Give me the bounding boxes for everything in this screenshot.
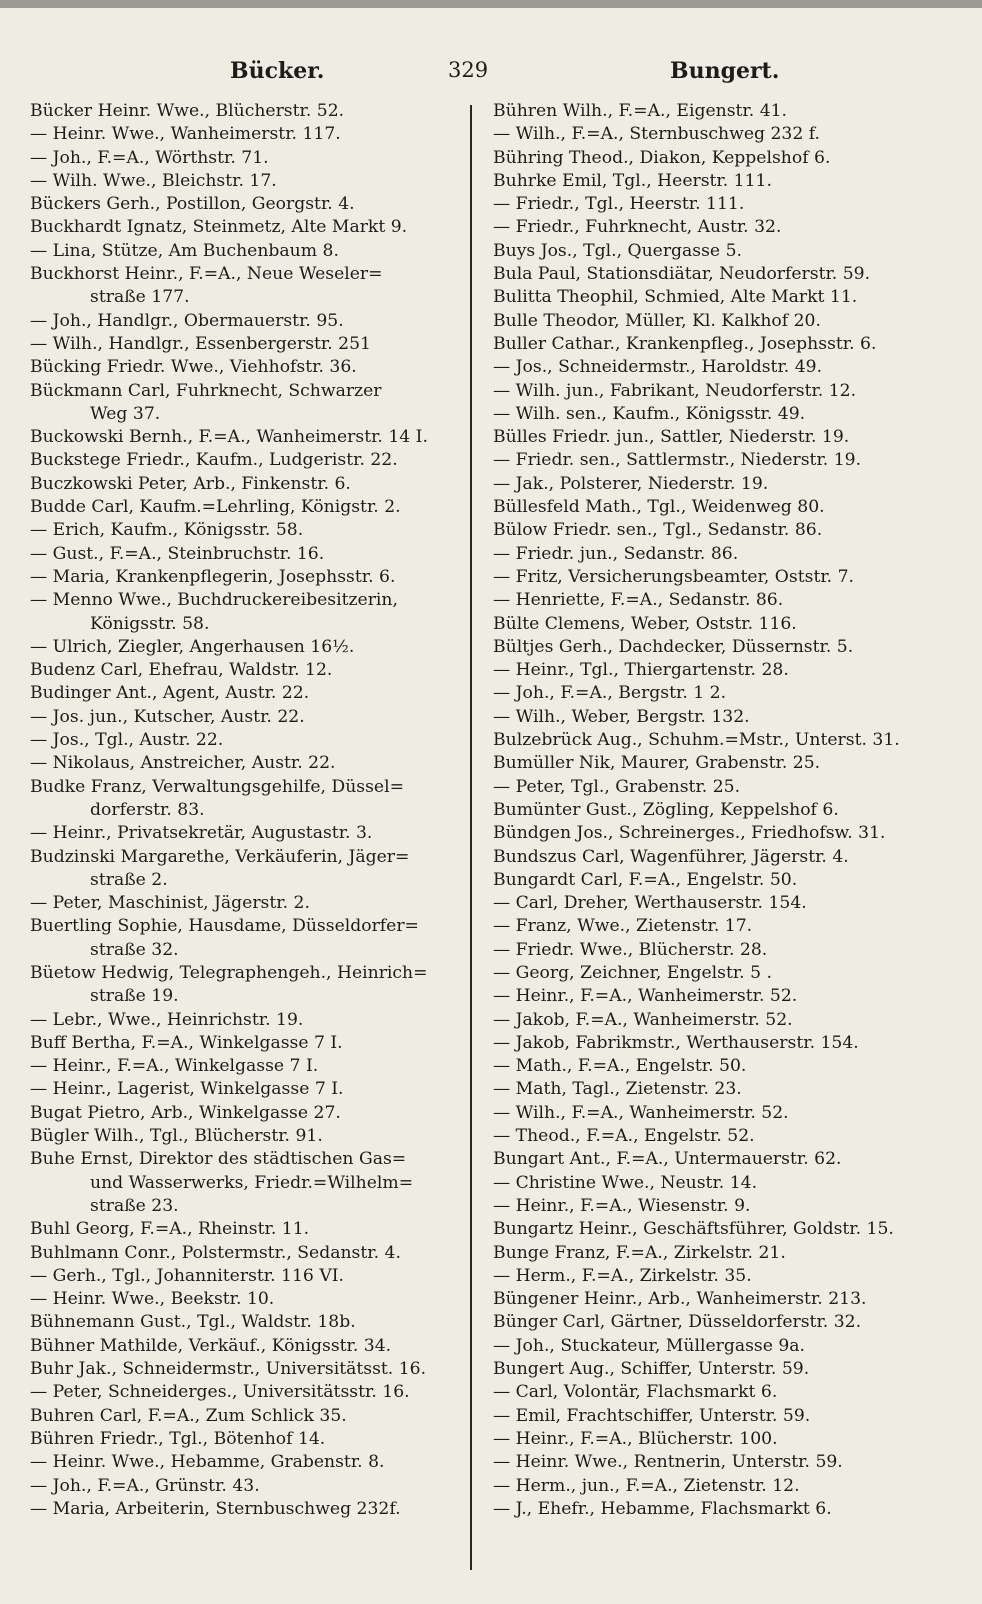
directory-entry: — Heinr. Wwe., Wanheimerstr. 117. — [30, 124, 341, 145]
directory-entry: Königsstr. 58. — [90, 613, 210, 634]
directory-entry: — Friedr., Fuhrknecht, Austr. 32. — [493, 217, 782, 238]
directory-entry: Buhlmann Conr., Polstermstr., Sedanstr. 4. — [30, 1242, 401, 1263]
directory-entry: Budinger Ant., Agent, Austr. 22. — [30, 683, 310, 704]
directory-entry: straße 32. — [90, 939, 179, 960]
directory-entry: Bückmann Carl, Fuhrknecht, Schwarzer — [30, 380, 382, 401]
directory-entry: — Heinr. Wwe., Beekstr. 10. — [30, 1289, 275, 1310]
directory-entry: Buhrke Emil, Tgl., Heerstr. 111. — [493, 170, 772, 191]
directory-entry: — Peter, Schneiderges., Universitätsstr. 16. — [30, 1382, 410, 1403]
directory-entry: Buckhorst Heinr., F.=A., Neue Weseler= — [30, 264, 383, 285]
directory-entry: — Wilh., Handlgr., Essenbergerstr. 251 — [30, 333, 371, 354]
directory-entry: — Heinr., Tgl., Thiergartenstr. 28. — [493, 660, 789, 681]
directory-entry: — Herm., F.=A., Zirkelstr. 35. — [493, 1265, 752, 1286]
left-column — [30, 100, 470, 1521]
directory-entry: Büngener Heinr., Arb., Wanheimerstr. 213. — [493, 1289, 867, 1310]
directory-entry: Buller Cathar., Krankenpfleg., Josephsstr. 6. — [493, 333, 877, 354]
directory-entry: straße 23. — [90, 1195, 179, 1216]
directory-entry: — J., Ehefr., Hebamme, Flachsmarkt 6. — [493, 1498, 832, 1519]
directory-entry: Bungert Aug., Schiffer, Unterstr. 59. — [493, 1359, 810, 1380]
directory-entry: Bülles Friedr. jun., Sattler, Niederstr. 19. — [493, 427, 850, 448]
directory-entry: Bugat Pietro, Arb., Winkelgasse 27. — [30, 1102, 341, 1123]
directory-entry: Bünger Carl, Gärtner, Düsseldorferstr. 32. — [493, 1312, 862, 1333]
directory-entry: Bügler Wilh., Tgl., Blücherstr. 91. — [30, 1126, 323, 1147]
directory-entry: — Math, Tagl., Zietenstr. 23. — [493, 1079, 742, 1100]
header-last-name: Bungert. — [670, 58, 780, 84]
directory-entry: straße 177. — [90, 287, 190, 308]
directory-entry: und Wasserwerks, Friedr.=Wilhelm= — [90, 1172, 414, 1193]
directory-entry: Bundszus Carl, Wagenführer, Jägerstr. 4. — [493, 846, 849, 867]
directory-entry: Buhr Jak., Schneidermstr., Universitätsst. 16. — [30, 1359, 427, 1380]
directory-entry: — Heinr., F.=A., Wanheimerstr. 52. — [493, 986, 798, 1007]
right-column — [493, 100, 943, 1521]
directory-entry: — Wilh. jun., Fabrikant, Neudorferstr. 12. — [493, 380, 857, 401]
directory-entry: Bühner Mathilde, Verkäuf., Königsstr. 34. — [30, 1335, 392, 1356]
directory-entry: Buhren Carl, F.=A., Zum Schlick 35. — [30, 1405, 347, 1426]
directory-entry: Buff Bertha, F.=A., Winkelgasse 7 I. — [30, 1032, 343, 1053]
directory-entry: — Jos., Schneidermstr., Haroldstr. 49. — [493, 357, 823, 378]
directory-entry: Buys Jos., Tgl., Quergasse 5. — [493, 240, 742, 261]
directory-entry: Büetow Hedwig, Telegraphengeh., Heinrich= — [30, 962, 428, 983]
directory-entry: — Jak., Polsterer, Niederstr. 19. — [493, 473, 769, 494]
directory-entry: Bungardt Carl, F.=A., Engelstr. 50. — [493, 869, 798, 890]
directory-entry: Bühren Friedr., Tgl., Bötenhof 14. — [30, 1428, 326, 1449]
directory-entry: — Heinr., F.=A., Wiesenstr. 9. — [493, 1195, 751, 1216]
directory-entry: dorferstr. 83. — [90, 799, 205, 820]
directory-entry: Weg 37. — [90, 403, 161, 424]
page-top-edge — [0, 0, 982, 8]
directory-entry: — Jos., Tgl., Austr. 22. — [30, 730, 224, 751]
directory-entry: — Jos. jun., Kutscher, Austr. 22. — [30, 706, 305, 727]
directory-entry: Bücking Friedr. Wwe., Viehhofstr. 36. — [30, 357, 357, 378]
directory-entry: Budzinski Margarethe, Verkäuferin, Jäger= — [30, 846, 410, 867]
directory-entry: Bungart Ant., F.=A., Untermauerstr. 62. — [493, 1149, 842, 1170]
directory-entry: Buczkowski Peter, Arb., Finkenstr. 6. — [30, 473, 351, 494]
directory-entry: — Friedr. Wwe., Blücherstr. 28. — [493, 939, 768, 960]
directory-entry: Bücker Heinr. Wwe., Blücherstr. 52. — [30, 101, 345, 121]
directory-entry: — Christine Wwe., Neustr. 14. — [493, 1172, 758, 1193]
directory-entry: Bückers Gerh., Postillon, Georgstr. 4. — [30, 194, 355, 215]
directory-entry: — Joh., F.=A., Grünstr. 43. — [30, 1475, 260, 1496]
directory-entry: — Ulrich, Ziegler, Angerhausen 16½. — [30, 636, 355, 657]
page-header — [30, 58, 970, 92]
directory-entry: — Henriette, F.=A., Sedanstr. 86. — [493, 590, 784, 611]
directory-entry: Bündgen Jos., Schreinerges., Friedhofsw. 31. — [493, 823, 886, 844]
directory-entry: Bühren Wilh., F.=A., Eigenstr. 41. — [493, 101, 788, 121]
directory-entry: Buckstege Friedr., Kaufm., Ludgeristr. 22. — [30, 450, 398, 471]
directory-entry: Bunge Franz, F.=A., Zirkelstr. 21. — [493, 1242, 786, 1263]
directory-entry: — Heinr., Lagerist, Winkelgasse 7 I. — [30, 1079, 344, 1100]
directory-entry: — Erich, Kaufm., Königsstr. 58. — [30, 520, 304, 541]
directory-entry: — Gust., F.=A., Steinbruchstr. 16. — [30, 543, 325, 564]
directory-entry: Budde Carl, Kaufm.=Lehrling, Königstr. 2. — [30, 497, 401, 518]
directory-entry: — Joh., Handlgr., Obermauerstr. 95. — [30, 310, 344, 331]
directory-entry: — Wilh., F.=A., Sternbuschweg 232 f. — [493, 124, 820, 145]
directory-entry: straße 2. — [90, 869, 168, 890]
directory-entry: Bühnemann Gust., Tgl., Waldstr. 18b. — [30, 1312, 356, 1333]
directory-entry: — Theod., F.=A., Engelstr. 52. — [493, 1126, 755, 1147]
directory-entry: Budke Franz, Verwaltungsgehilfe, Düssel= — [30, 776, 404, 797]
header-first-name: Bücker. — [230, 58, 325, 84]
directory-entry: — Lina, Stütze, Am Buchenbaum 8. — [30, 240, 339, 261]
directory-entry: — Friedr. sen., Sattlermstr., Niederstr. 19. — [493, 450, 862, 471]
directory-entry: — Friedr., Tgl., Heerstr. 111. — [493, 194, 745, 215]
directory-entry: Bumüller Nik, Maurer, Grabenstr. 25. — [493, 753, 821, 774]
directory-entry: — Wilh. Wwe., Bleichstr. 17. — [30, 170, 277, 191]
directory-entry: — Nikolaus, Anstreicher, Austr. 22. — [30, 753, 336, 774]
directory-entry: — Joh., Stuckateur, Müllergasse 9a. — [493, 1335, 806, 1356]
directory-entry: — Maria, Arbeiterin, Sternbuschweg 232f. — [30, 1498, 401, 1519]
directory-entry: — Lebr., Wwe., Heinrichstr. 19. — [30, 1009, 304, 1030]
directory-entry: Buertling Sophie, Hausdame, Düsseldorfer= — [30, 916, 419, 937]
directory-entry: — Math., F.=A., Engelstr. 50. — [493, 1056, 747, 1077]
directory-entry: straße 19. — [90, 986, 179, 1007]
directory-entry: Bühring Theod., Diakon, Keppelshof 6. — [493, 147, 831, 168]
directory-entry: — Heinr. Wwe., Hebamme, Grabenstr. 8. — [30, 1452, 385, 1473]
directory-entry: Bumünter Gust., Zögling, Keppelshof 6. — [493, 799, 839, 820]
directory-entry: — Emil, Frachtschiffer, Unterstr. 59. — [493, 1405, 811, 1426]
directory-entry: — Jakob, F.=A., Wanheimerstr. 52. — [493, 1009, 793, 1030]
directory-entry: — Friedr. jun., Sedanstr. 86. — [493, 543, 739, 564]
directory-entry: — Heinr. Wwe., Rentnerin, Unterstr. 59. — [493, 1452, 843, 1473]
page-number: 329 — [448, 58, 489, 82]
directory-entry: — Wilh. sen., Kaufm., Königsstr. 49. — [493, 403, 806, 424]
directory-entry: Bülte Clemens, Weber, Oststr. 116. — [493, 613, 797, 634]
directory-entry: — Carl, Dreher, Werthauserstr. 154. — [493, 893, 807, 914]
directory-entry: Buhe Ernst, Direktor des städtischen Gas= — [30, 1149, 407, 1170]
directory-entry: Bültjes Gerh., Dachdecker, Düssernstr. 5. — [493, 636, 854, 657]
directory-entry: Büllesfeld Math., Tgl., Weidenweg 80. — [493, 497, 825, 518]
directory-entry: Bülow Friedr. sen., Tgl., Sedanstr. 86. — [493, 520, 823, 541]
directory-entry: — Wilh., F.=A., Wanheimerstr. 52. — [493, 1102, 789, 1123]
directory-entry: — Peter, Maschinist, Jägerstr. 2. — [30, 893, 310, 914]
directory-entry: — Herm., jun., F.=A., Zietenstr. 12. — [493, 1475, 800, 1496]
column-divider — [470, 105, 472, 1570]
directory-entry: — Joh., F.=A., Wörthstr. 71. — [30, 147, 269, 168]
directory-entry: — Carl, Volontär, Flachsmarkt 6. — [493, 1382, 778, 1403]
directory-entry: Bulzebrück Aug., Schuhm.=Mstr., Unterst. 31. — [493, 730, 900, 751]
directory-entry: — Gerh., Tgl., Johanniterstr. 116 VI. — [30, 1265, 344, 1286]
directory-entry: — Peter, Tgl., Grabenstr. 25. — [493, 776, 741, 797]
directory-entry: — Heinr., F.=A., Blücherstr. 100. — [493, 1428, 778, 1449]
directory-entry: Buckhardt Ignatz, Steinmetz, Alte Markt 9. — [30, 217, 408, 238]
directory-entry: Bulitta Theophil, Schmied, Alte Markt 11. — [493, 287, 858, 308]
directory-entry: Bulle Theodor, Müller, Kl. Kalkhof 20. — [493, 310, 821, 331]
directory-entry: Budenz Carl, Ehefrau, Waldstr. 12. — [30, 660, 333, 681]
directory-entry: Buckowski Bernh., F.=A., Wanheimerstr. 14 I. — [30, 427, 428, 448]
directory-entry: — Franz, Wwe., Zietenstr. 17. — [493, 916, 753, 937]
directory-entry: — Wilh., Weber, Bergstr. 132. — [493, 706, 750, 727]
directory-entry: — Fritz, Versicherungsbeamter, Oststr. 7. — [493, 566, 855, 587]
directory-entry: — Maria, Krankenpflegerin, Josephsstr. 6. — [30, 566, 396, 587]
directory-entry: — Heinr., F.=A., Winkelgasse 7 I. — [30, 1056, 319, 1077]
directory-entry: — Georg, Zeichner, Engelstr. 5 . — [493, 962, 772, 983]
directory-entry: — Joh., F.=A., Bergstr. 1 2. — [493, 683, 727, 704]
directory-entry: Buhl Georg, F.=A., Rheinstr. 11. — [30, 1219, 310, 1240]
directory-entry: — Menno Wwe., Buchdruckereibesitzerin, — [30, 590, 398, 611]
directory-entry: — Jakob, Fabrikmstr., Werthauserstr. 154. — [493, 1032, 859, 1053]
directory-entry: Bula Paul, Stationsdiätar, Neudorferstr. 59. — [493, 264, 871, 285]
directory-entry: Bungartz Heinr., Geschäftsführer, Goldstr. 15. — [493, 1219, 894, 1240]
directory-entry: — Heinr., Privatsekretär, Augustastr. 3. — [30, 823, 373, 844]
